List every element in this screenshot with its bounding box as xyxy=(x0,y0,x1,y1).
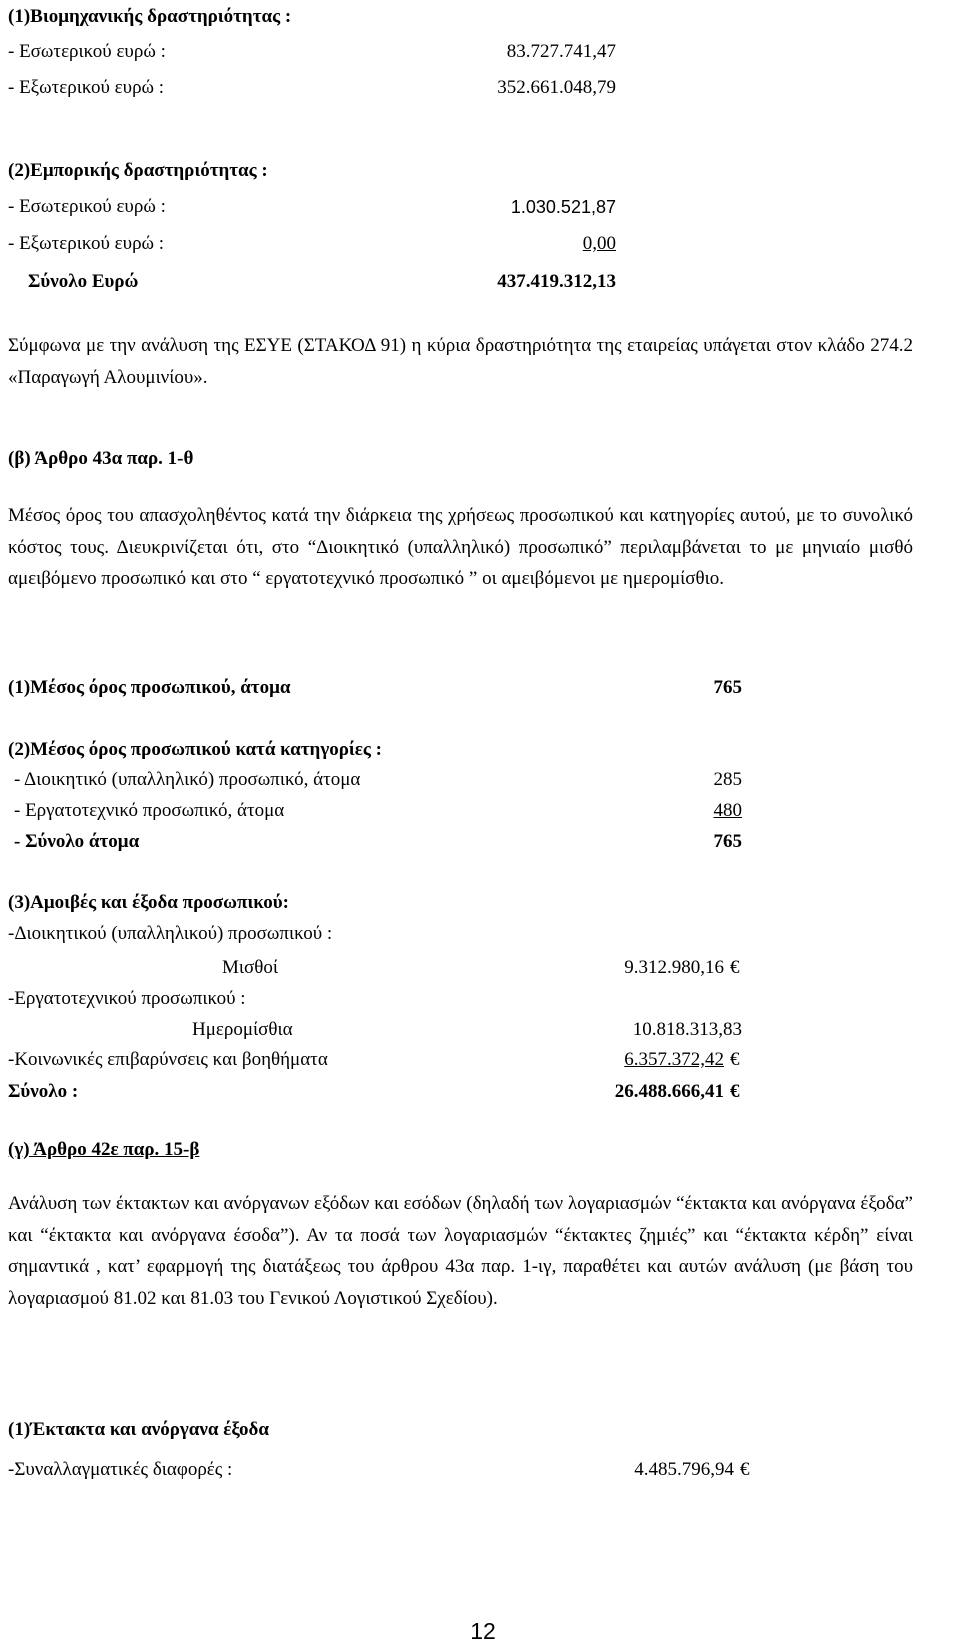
salaries-label: Μισθοί xyxy=(222,957,278,978)
industrial-foreign-value: 352.661.048,79 xyxy=(497,77,616,98)
staff-total-label: - Σύνολο άτομα xyxy=(14,831,140,852)
workers-staff-value: 480 xyxy=(713,800,742,821)
article-42e-description: Ανάλυση των έκτακτων και ανόργανων εξόδων και εσόδων (δηλαδή των λογαριασμών “έκτακτα και ανόργανα έξοδα” και “έκτακτα και ανόργανα έσοδα”). Αν τα ποσά των λογαριασμών “έκτακτες ζημιές” και “έκτακτα κέρδη” είναι σημαντικά , κατ’ εφαρμογή της διατάξεως του άρθρου 43α παρ. 1-ιγ, παραθέτει και αυτών ανάλυση (με βάση του λογαριασμού 81.02 και 81.03 του Γενικού Λογιστικού Σχεδίου). xyxy=(8,1193,913,1309)
extraordinary-expenses-heading: (1)Έκτακτα και ανόργανα έξοδα xyxy=(8,1419,269,1440)
admin-staff-value: 285 xyxy=(713,769,742,790)
fx-differences-value: 4.485.796,94 xyxy=(634,1459,734,1480)
staff-costs-heading: (3)Αμοιβές και έξοδα προσωπικού: xyxy=(8,892,289,913)
avg-staff-value: 765 xyxy=(713,677,742,698)
salaries-euro-sign: € xyxy=(730,957,740,978)
commercial-foreign-value: 0,00 xyxy=(582,233,616,254)
wages-value: 10.818.313,83 xyxy=(632,1019,742,1040)
social-charges-label: -Κοινωνικές επιβαρύνσεις και βοηθήματα xyxy=(8,1049,328,1070)
staff-total-value: 765 xyxy=(713,831,742,852)
industrial-domestic-label: - Εσωτερικού ευρώ : xyxy=(8,41,166,62)
admin-costs-label: -Διοικητικού (υπαλληλικού) προσωπικού : xyxy=(8,923,333,944)
costs-sum-label: Σύνολο : xyxy=(8,1081,79,1102)
social-charges-euro-sign: € xyxy=(730,1049,740,1070)
industrial-domestic-value: 83.727.741,47 xyxy=(506,41,616,62)
admin-staff-label: - Διοικητικό (υπαλληλικό) προσωπικό, άτομα xyxy=(14,769,361,790)
commercial-domestic-value: 1.030.521,87 xyxy=(510,197,616,217)
fx-differences-label: -Συναλλαγματικές διαφορές : xyxy=(8,1459,233,1480)
commercial-foreign-label: - Εξωτερικού ευρώ : xyxy=(8,233,165,254)
turnover-total-value: 437.419.312,13 xyxy=(497,271,616,292)
workers-costs-label: -Εργατοτεχνικού προσωπικού : xyxy=(8,988,246,1009)
article-43a-description: Μέσος όρος του απασχοληθέντος κατά την διάρκεια της χρήσεως προσωπικού και κατηγορίες αυτού, με το συνολικό κόστος τους. Διευκρινίζεται ότι, στο “Διοικητικό (υπαλληλικό) προσωπικό” περιλαμβάνεται το με μηνιαίο μισθό αμειβόμενο προσωπικό και στο “ εργατοτεχνικό προσωπικό ” οι αμειβόμενοι με ημερομίσθιο. xyxy=(8,505,913,589)
costs-sum-euro-sign: € xyxy=(730,1081,740,1102)
social-charges-value: 6.357.372,42 xyxy=(624,1049,724,1070)
turnover-total-label: Σύνολο Ευρώ xyxy=(28,271,139,292)
avg-staff-label: (1)Μέσος όρος προσωπικού, άτομα xyxy=(8,677,291,698)
workers-staff-label: - Εργατοτεχνικό προσωπικό, άτομα xyxy=(14,800,285,821)
wages-label: Ημερομίσθια xyxy=(192,1019,293,1040)
fx-differences-euro-sign: € xyxy=(740,1459,750,1480)
commercial-heading: (2)Εμπορικής δραστηριότητας : xyxy=(8,160,268,181)
article-43a-heading: (β) Άρθρο 43α παρ. 1-θ xyxy=(8,448,194,469)
industrial-foreign-label: - Εξωτερικού ευρώ : xyxy=(8,77,165,98)
salaries-value: 9.312.980,16 xyxy=(624,957,724,978)
staff-by-category-heading: (2)Μέσος όρος προσωπικού κατά κατηγορίες : xyxy=(8,739,382,760)
page-number: 12 xyxy=(470,1618,496,1644)
commercial-domestic-label: - Εσωτερικού ευρώ : xyxy=(8,196,166,217)
costs-sum-value: 26.488.666,41 xyxy=(614,1081,724,1102)
classification-paragraph: Σύμφωνα με την ανάλυση της ΕΣΥΕ (ΣΤΑΚΟΔ 91) η κύρια δραστηριότητα της εταιρείας υπάγεται στον κλάδο 274.2 «Παραγωγή Αλουμινίου». xyxy=(8,335,913,388)
article-42e-heading: (γ) Άρθρο 42ε παρ. 15-β xyxy=(8,1139,200,1160)
industrial-heading: (1)Βιομηχανικής δραστηριότητας : xyxy=(8,6,292,27)
